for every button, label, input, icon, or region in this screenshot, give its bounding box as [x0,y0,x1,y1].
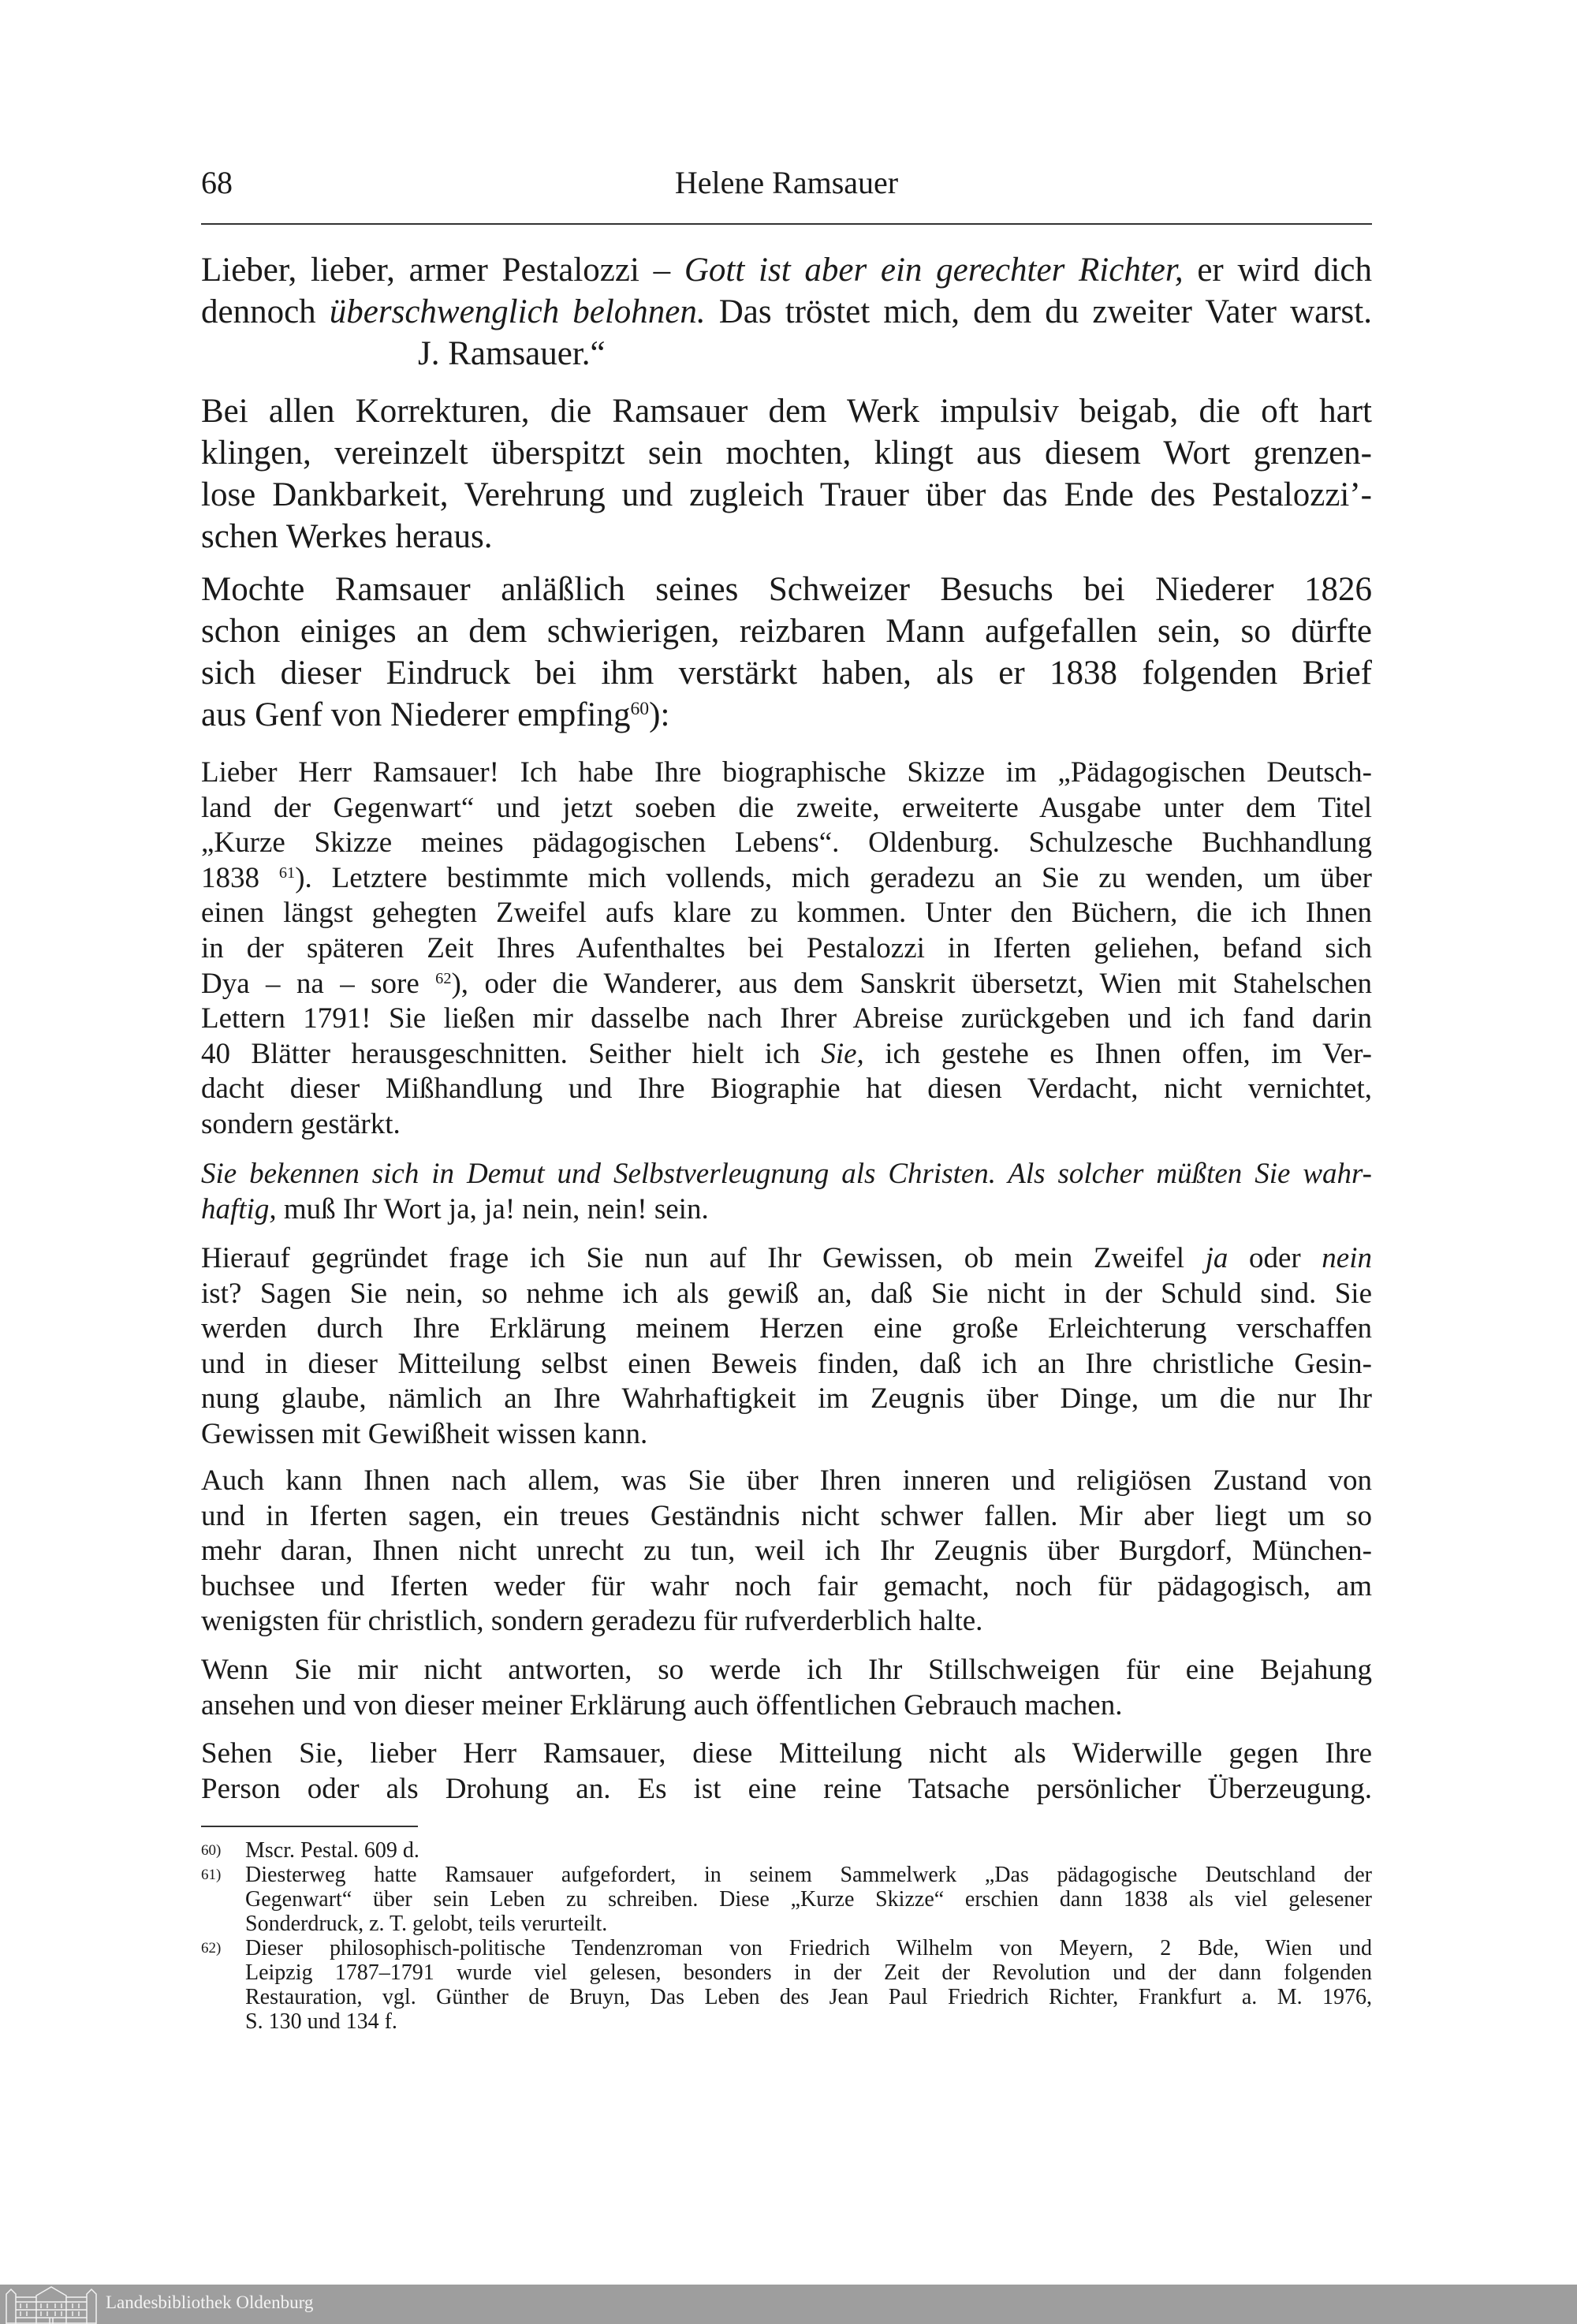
italic-text: Sie bekennen sich in Demut und Selbstverleugnung als Christen. Als solcher müßten Sie wahr- [201,1158,1372,1190]
text-line [201,516,1372,558]
text-run: werden durch Ihre Erklärung meinem Herzen eine große Erleichterung verschaffen [201,1312,1372,1345]
text-line [201,967,1372,1002]
text-line [201,390,1372,432]
text-line [201,694,1372,736]
text-run: Lieber Herr Ramsauer! Ich habe Ihre biographische Skizze im „Pädagogischen Deutsch- [201,756,1372,789]
paragraph-letter-closing [201,249,1372,375]
text-run: ): [649,696,670,733]
text-run: Sehen Sie, lieber Herr Ramsauer, diese Mitteilung nicht als Widerwille gegen Ihre [201,1737,1372,1770]
text-run: 40 Blätter herausgeschnitten. Seither hielt ich [201,1037,822,1070]
paragraph-niederer-intro [201,569,1372,736]
text-run: in der späteren Zeit Ihres Aufenthaltes bei Pestalozzi in Iferten geliehen, befand sich [201,931,1372,964]
text-line [201,1107,1372,1143]
italic-text: haftig, [201,1192,277,1225]
text-run: Restauration, vgl. Günther de Bruyn, Das Leben des Jean Paul Friedrich Richter, Frankfurt a. M. 1976, [245,1985,1372,2009]
text-run: und in dieser Mitteilung selbst einen Beweis finden, daß ich an Ihre christliche Gesin- [201,1347,1372,1380]
text-line [201,1772,1372,1807]
text-run: Person oder als Drohung an. Es ist eine reine Tatsache persönlicher Überzeugung. [201,1772,1372,1805]
text-line [201,755,1372,791]
text-line [201,1464,1372,1499]
text-line [201,333,1372,375]
footnote-number: 62) [201,1940,222,1957]
text-line [201,1192,1372,1228]
letter-paragraph-6 [201,1736,1372,1807]
library-name: Landesbibliothek Oldenburg [106,2292,314,2312]
footnote [201,1838,1372,1863]
footnotes [201,1838,1372,2034]
letter-paragraph-5 [201,1653,1372,1723]
text-run: wenigsten für christlich, sondern geradezu für rufverderblich halte. [201,1605,983,1638]
footnote-rule [201,1826,418,1827]
text-line [201,569,1372,610]
text-run: sondern gestärkt. [201,1107,401,1140]
text-run: einen längst gehegten Zweifel aufs klare zu kommen. Unter den Büchern, die ich Ihnen [201,897,1372,930]
running-head [201,164,1372,208]
text-line [201,610,1372,652]
text-run: 1838 [201,861,279,894]
italic-text: Gott ist aber ein gerechter Richter, [684,252,1184,289]
text-run: Auch kann Ihnen nach allem, was Sie über Ihren inneren und religiösen Zustand von [201,1464,1372,1497]
text-line [201,249,1372,291]
text-run: Bei allen Korrekturen, die Ramsauer dem Werk impulsiv beigab, die oft hart [201,393,1372,430]
text-line [245,1985,1372,2009]
letter-paragraph-4 [201,1464,1372,1639]
paragraph-korrekturen [201,390,1372,558]
text-line [245,1887,1372,1912]
text-run: Lettern 1791! Sie ließen mir dasselbe nach Ihrer Abreise zurückgeben und ich fand darin [201,1002,1372,1035]
letter-paragraph-2 [201,1157,1372,1227]
text-line [201,1736,1372,1772]
text-run: Das tröstet mich, dem du zweiter Vater warst. [705,293,1372,330]
text-run: buchsee und Iferten weder für wahr noch fair gemacht, noch für pädagogisch, am [201,1569,1372,1602]
text-line [245,2009,1372,2034]
text-line [201,1347,1372,1382]
text-run: Gegenwart“ über sein Leben zu schreiben. Diese „Kurze Skizze“ erschien dann 1838 als viel gelesener [245,1887,1372,1912]
footnote-number: 60) [201,1842,222,1859]
text-line [201,652,1372,694]
italic-text: Sie, [821,1037,864,1070]
text-line [201,826,1372,861]
text-line [201,1417,1372,1453]
text-line [201,1534,1372,1569]
text-run: Hierauf gegründet frage ich Sie nun auf Ihr Gewissen, ob mein Zweifel [201,1242,1206,1274]
footnote-reference: 61 [278,864,296,882]
text-line [245,1863,1372,1887]
text-line [201,474,1372,516]
text-run: mehr daran, Ihnen nicht unrecht zu tun, weil ich Ihr Zeugnis über Burgdorf, München- [201,1535,1372,1568]
library-building-icon [5,2286,98,2324]
text-run: Sonderdruck, z. T. gelobt, teils verurteilt. [245,1912,608,1936]
text-run: S. 130 und 134 f. [245,2009,397,2034]
text-line [201,1688,1372,1724]
text-run: muß Ihr Wort ja, ja! nein, nein! sein. [276,1192,709,1225]
text-run: schen Werkes heraus. [201,518,493,555]
text-run: sich dieser Eindruck bei ihm verstärkt haben, als er 1838 folgenden Brief [201,655,1372,692]
text-line [201,1241,1372,1277]
text-run: Gewissen mit Gewißheit wissen kann. [201,1417,648,1450]
text-run: ), oder die Wanderer, aus dem Sanskrit übersetzt, Wien mit Stahelschen [451,967,1372,1000]
text-run: ansehen und von dieser meiner Erklärung auch öffentlichen Gebrauch machen. [201,1688,1123,1722]
text-line [201,1072,1372,1107]
text-run: schon einiges an dem schwierigen, reizbaren Mann aufgefallen sein, so dürfte [201,613,1372,650]
text-line [201,1037,1372,1072]
text-run: er wird dich [1183,252,1373,289]
text-run: oder [1228,1242,1322,1274]
text-run: Leipzig 1787–1791 wurde viel gelesen, besonders in der Zeit der Revolution und der dann folgenden [245,1960,1372,1985]
text-line [201,291,1372,333]
text-line [245,1960,1372,1985]
text-line [201,791,1372,826]
letter-paragraph-3 [201,1241,1372,1453]
italic-text: ja [1205,1242,1228,1274]
text-run: Wenn Sie mir nicht antworten, so werde ich Ihr Stillschweigen für eine Bejahung [201,1654,1372,1686]
text-run: nung glaube, nämlich an Ihre Wahrhaftigkeit im Zeugnis über Dinge, um die nur Ihr [201,1382,1372,1416]
text-run: ich gestehe es Ihnen offen, im Ver- [863,1037,1372,1070]
footnote-reference: 60 [630,698,650,719]
footnote-reference: 62 [435,969,452,987]
text-line [201,1604,1372,1639]
italic-text: überschwenglich belohnen. [329,293,706,330]
text-line [245,1838,1372,1863]
footnote [201,1863,1372,1936]
text-run: J. Ramsauer.“ [418,335,606,372]
text-line [201,1382,1372,1417]
text-run: land der Gegenwart“ und jetzt soeben die zweite, erweiterte Ausgabe unter dem Titel [201,791,1372,824]
text-run: ist? Sagen Sie nein, so nehme ich als gewiß an, daß Sie nicht in der Schuld sind. Sie [201,1277,1372,1310]
text-run: Lieber, lieber, armer Pestalozzi – [201,252,684,289]
footnote [201,1936,1372,2034]
text-run: lose Dankbarkeit, Verehrung und zugleich Trauer über das Ende des Pestalozzi’- [201,476,1372,513]
italic-text: nein [1322,1242,1372,1274]
running-title: Helene Ramsauer [674,165,899,200]
text-run: Mochte Ramsauer anläßlich seines Schweizer Besuchs bei Niederer 1826 [201,571,1372,608]
text-run: dennoch [201,293,330,330]
text-line [245,1936,1372,1960]
text-line [201,1499,1372,1535]
header-rule [201,223,1372,225]
text-line [201,1157,1372,1192]
text-line [201,1311,1372,1347]
text-run: „Kurze Skizze meines pädagogischen Lebens“. Oldenburg. Schulzesche Buchhandlung [201,826,1372,860]
text-run: ). Letztere bestimmte mich vollends, mich geradezu an Sie zu wenden, um über [295,861,1372,894]
page-number: 68 [201,165,233,200]
text-line [201,861,1372,897]
letter-paragraph-1 [201,755,1372,1143]
text-line [201,896,1372,931]
text-run: dacht dieser Mißhandlung und Ihre Biographie hat diesen Verdacht, nicht vernichtet, [201,1072,1372,1106]
text-run: Dieser philosophisch-politische Tendenzroman von Friedrich Wilhelm von Meyern, 2 Bde, Wien und [245,1936,1372,1960]
text-line [201,1569,1372,1605]
text-run: aus Genf von Niederer empfing [201,696,631,733]
footnote-number: 61) [201,1867,222,1883]
text-line [201,931,1372,967]
text-run: und in Iferten sagen, ein treues Geständnis nicht schwer fallen. Mir aber liegt um so [201,1499,1372,1532]
text-run: Diesterweg hatte Ramsauer aufgefordert, in seinem Sammelwerk „Das pädagogische Deutschland der [245,1863,1372,1887]
text-run: klingen, vereinzelt überspitzt sein mochten, klingt aus diesem Wort grenzen- [201,435,1372,472]
text-line [245,1912,1372,1936]
text-line [201,1653,1372,1688]
text-run: Dya – na – sore [201,967,436,1000]
text-line [201,432,1372,474]
text-run: Mscr. Pestal. 609 d. [245,1838,419,1863]
text-line [201,1277,1372,1312]
text-line [201,1002,1372,1037]
library-footer-bar [0,2285,1577,2324]
